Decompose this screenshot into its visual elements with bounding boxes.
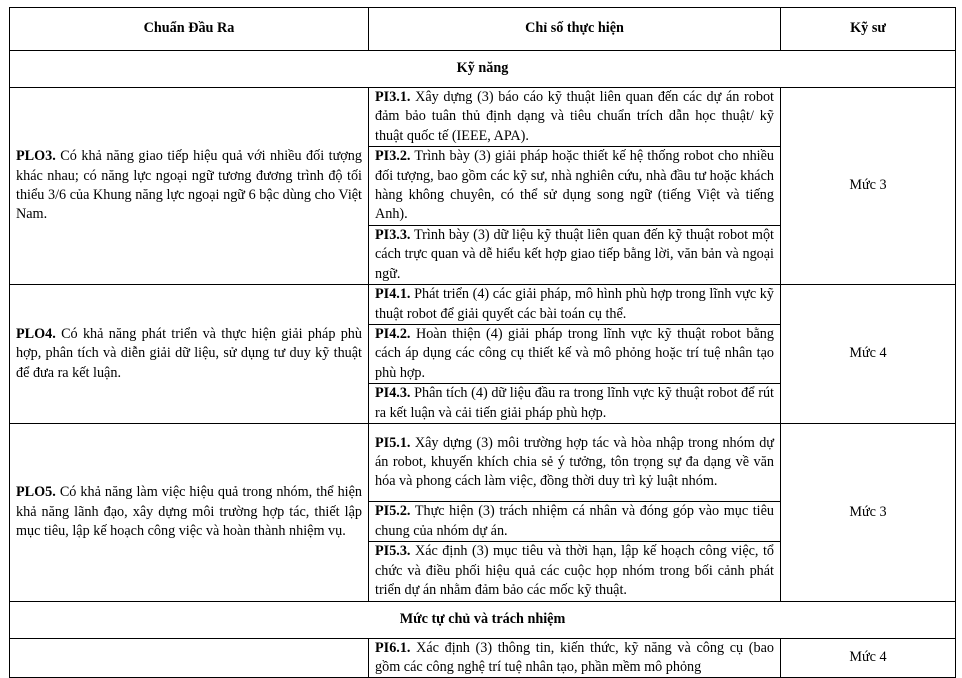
pi-code: PI5.2. [375, 503, 411, 520]
plo-cell [10, 424, 369, 601]
pi-code: PI3.3. [375, 226, 411, 243]
pi-text: Phân tích (4) dữ liệu đầu ra trong lĩnh vực kỹ thuật robot để rút ra kết luận và cải tiến giải pháp phù hợp. [375, 385, 774, 421]
pi-cell [369, 325, 781, 384]
plo-text: Có khả năng làm việc hiệu quả trong nhóm, thể hiện khả năng lãnh đạo, xây dựng môi trường hợp tác, thiết lập mục tiêu, lập kế hoạch công việc và hoàn thành nhiệm vụ. [16, 484, 362, 540]
plo-cell [10, 88, 369, 285]
plo-cell [10, 285, 369, 424]
pi-code: PI4.1. [375, 286, 411, 303]
pi-text: Trình bày (3) giải pháp hoặc thiết kế hệ thống robot cho nhiều đối tượng, bao gồm các kỹ sư, nhà nghiên cứu, nhà đầu tư hoặc khách hàng không chuyên, có thể sử dụng song ngữ (tiếng Việt và tiếng Anh). [375, 148, 774, 223]
pi-cell [369, 384, 781, 424]
pi-text: Xây dựng (3) báo cáo kỹ thuật liên quan đến các dự án robot đảm bảo tuân thủ định dạng và tiêu chuẩn trích dẫn học thuật/ kỹ thuật quốc tế (IEEE, APA). [375, 89, 774, 144]
pi-code: PI5.3. [375, 543, 411, 560]
plo-code: PLO4. [16, 326, 56, 343]
section-title: Mức tự chủ và trách nhiệm [10, 601, 956, 638]
pi-text: Phát triển (4) các giải pháp, mô hình phù hợp trong lĩnh vực kỹ thuật robot để giải quyết các bài toán cụ thể. [375, 286, 774, 322]
section-row [10, 51, 956, 88]
pi-text: Trình bày (3) dữ liệu kỹ thuật liên quan đến kỹ thuật robot một cách trực quan và dễ hiểu kết hợp giao tiếp bằng lời, văn bản và ngoại ngữ. [375, 226, 774, 282]
pi-cell [369, 424, 781, 502]
level-cell: Mức 4 [781, 285, 956, 424]
pi-cell [369, 147, 781, 226]
plo-text: Có khả năng phát triển và thực hiện giải pháp phù hợp, phân tích và diễn giải dữ liệu, sử dụng tư duy kỹ thuật để đưa ra kết luận. [16, 326, 362, 381]
pi-text: Xác định (3) mục tiêu và thời hạn, lập kế hoạch công việc, tổ chức và điều phối hiệu quả các cuộc họp nhóm trong bối cảnh phát triển dự án nhằm đảm bảo các mốc kỹ thuật. [375, 543, 774, 599]
header-pi: Chỉ số thực hiện [369, 8, 781, 51]
header-engineer: Kỹ sư [781, 8, 956, 51]
table-row [10, 424, 956, 502]
section-title: Kỹ năng [10, 51, 956, 88]
pi-text: Hoàn thiện (4) giải pháp trong lĩnh vực kỹ thuật robot bằng cách áp dụng các công cụ thiết kế và mô phỏng hoặc trí tuệ nhân tạo phù hợp. [375, 326, 774, 381]
pi-text: Xây dựng (3) môi trường hợp tác và hòa nhập trong nhóm dự án robot, khuyến khích chia sẻ ý tưởng, tôn trọng sự đa dạng về văn hóa và phong cách làm việc, đồng thời duy trì kỷ luật nhóm. [375, 434, 774, 490]
plo-code: PLO3. [16, 148, 56, 165]
pi-code: PI3.1. [375, 89, 411, 105]
pi-cell [369, 225, 781, 284]
plo-code: PLO5. [16, 484, 56, 501]
level-cell: Mức 3 [781, 424, 956, 601]
plo-text: Có khả năng giao tiếp hiệu quả với nhiều đối tượng khác nhau; có năng lực ngoại ngữ tương đương trình độ tối thiểu 3/6 của Khung năng lực ngoại ngữ 6 bậc dùng cho Việt Nam. [16, 148, 362, 223]
table-row [10, 285, 956, 325]
header-plo: Chuẩn Đầu Ra [10, 8, 369, 51]
pi-cell [369, 638, 781, 677]
plo-cell [10, 638, 369, 677]
pi-code: PI6.1. [375, 639, 411, 656]
pi-cell [369, 542, 781, 601]
pi-code: PI4.3. [375, 385, 411, 402]
pi-text: Thực hiện (3) trách nhiệm cá nhân và đóng góp vào mục tiêu chung của nhóm dự án. [375, 503, 774, 539]
pi-cell [369, 88, 781, 147]
pi-code: PI3.2. [375, 148, 411, 165]
pi-code: PI4.2. [375, 326, 411, 343]
plo-table [9, 7, 956, 678]
level-cell: Mức 4 [781, 638, 956, 677]
pi-code: PI5.1. [375, 434, 411, 451]
pi-cell [369, 502, 781, 542]
header-row [10, 8, 956, 51]
section-row [10, 601, 956, 638]
table-row [10, 638, 956, 677]
level-cell: Mức 3 [781, 88, 956, 285]
pi-cell [369, 285, 781, 325]
table-row [10, 88, 956, 147]
pi-text: Xác định (3) thông tin, kiến thức, kỹ năng và công cụ (bao gồm các công nghệ trí tuệ nhân tạo, phần mềm mô phỏng [375, 639, 774, 675]
